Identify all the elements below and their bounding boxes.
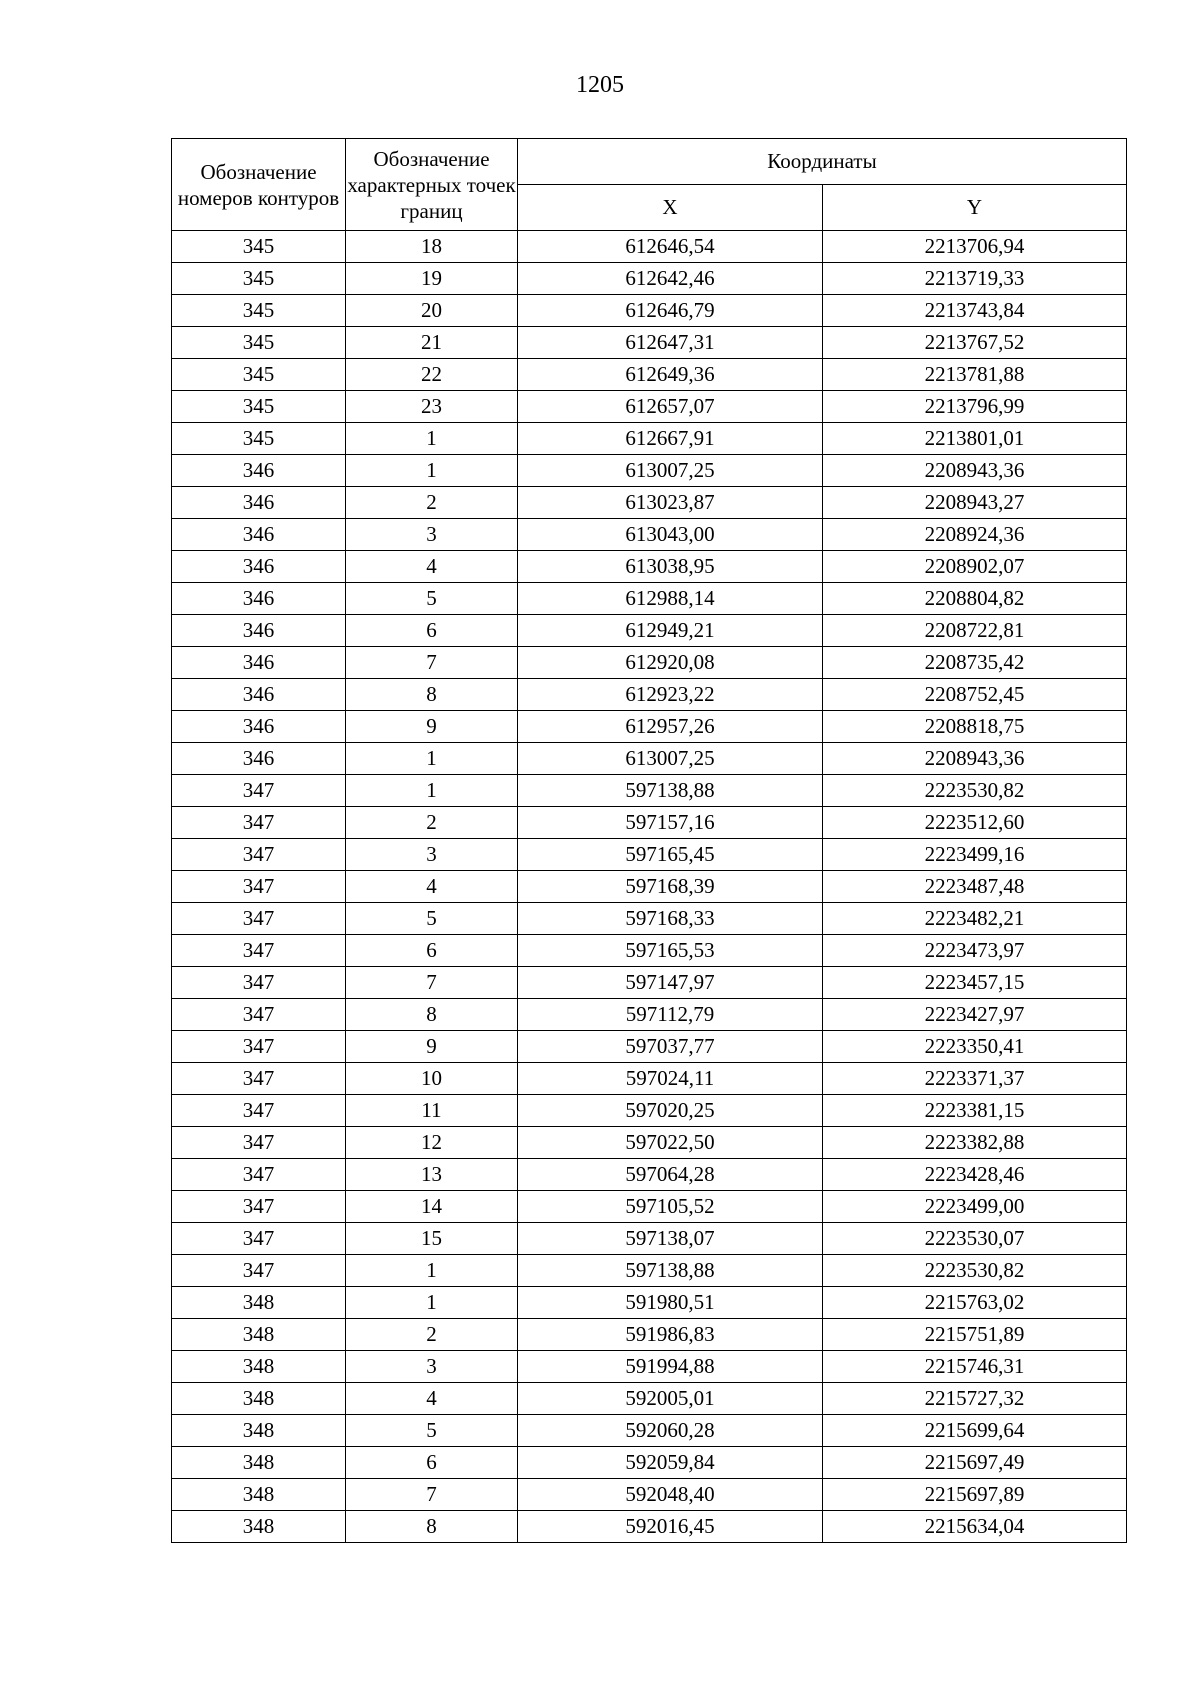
cell-x: 613023,87 [518,487,823,519]
cell-x: 612667,91 [518,423,823,455]
cell-y: 2215697,49 [823,1447,1127,1479]
cell-y: 2213801,01 [823,423,1127,455]
cell-point: 5 [346,583,518,615]
cell-contour: 345 [172,295,346,327]
cell-x: 597112,79 [518,999,823,1031]
cell-x: 613007,25 [518,455,823,487]
cell-contour: 347 [172,935,346,967]
cell-contour: 347 [172,967,346,999]
cell-point: 18 [346,231,518,263]
cell-contour: 348 [172,1351,346,1383]
cell-contour: 346 [172,551,346,583]
cell-contour: 348 [172,1415,346,1447]
table-row [172,1383,1127,1415]
cell-point: 2 [346,487,518,519]
coordinates-table [171,138,1127,1543]
cell-x: 597022,50 [518,1127,823,1159]
cell-contour: 347 [172,1255,346,1287]
table-row [172,679,1127,711]
cell-point: 9 [346,1031,518,1063]
cell-x: 597105,52 [518,1191,823,1223]
cell-point: 2 [346,1319,518,1351]
table-row [172,1095,1127,1127]
cell-point: 1 [346,743,518,775]
cell-point: 4 [346,1383,518,1415]
cell-y: 2223487,48 [823,871,1127,903]
header-y: Y [823,185,1127,231]
cell-x: 612657,07 [518,391,823,423]
cell-point: 22 [346,359,518,391]
cell-y: 2223382,88 [823,1127,1127,1159]
table-row [172,871,1127,903]
cell-point: 19 [346,263,518,295]
cell-point: 4 [346,871,518,903]
cell-point: 2 [346,807,518,839]
cell-x: 597138,07 [518,1223,823,1255]
header-coordinates: Координаты [518,139,1127,185]
cell-y: 2213706,94 [823,231,1127,263]
cell-x: 612949,21 [518,615,823,647]
cell-y: 2223381,15 [823,1095,1127,1127]
table-header [172,139,1127,231]
cell-contour: 347 [172,1095,346,1127]
cell-x: 597168,39 [518,871,823,903]
cell-y: 2208924,36 [823,519,1127,551]
table-row [172,391,1127,423]
cell-point: 8 [346,999,518,1031]
page-number: 1205 [576,72,624,98]
cell-point: 9 [346,711,518,743]
cell-contour: 347 [172,775,346,807]
cell-contour: 347 [172,1159,346,1191]
table-row [172,1319,1127,1351]
cell-x: 591994,88 [518,1351,823,1383]
table-row [172,1063,1127,1095]
cell-y: 2215699,64 [823,1415,1127,1447]
cell-x: 612957,26 [518,711,823,743]
table-row [172,487,1127,519]
table-row [172,1127,1127,1159]
cell-point: 7 [346,1479,518,1511]
cell-x: 612988,14 [518,583,823,615]
cell-point: 3 [346,519,518,551]
table-row [172,295,1127,327]
cell-x: 597165,53 [518,935,823,967]
table-row [172,327,1127,359]
cell-point: 8 [346,679,518,711]
cell-contour: 347 [172,807,346,839]
table-row [172,519,1127,551]
cell-y: 2208752,45 [823,679,1127,711]
cell-x: 612647,31 [518,327,823,359]
cell-y: 2213719,33 [823,263,1127,295]
table-row [172,1479,1127,1511]
cell-x: 597138,88 [518,775,823,807]
cell-x: 592059,84 [518,1447,823,1479]
cell-y: 2223499,00 [823,1191,1127,1223]
table-row [172,935,1127,967]
table-body [172,231,1127,1543]
cell-y: 2223457,15 [823,967,1127,999]
cell-contour: 347 [172,999,346,1031]
cell-contour: 348 [172,1287,346,1319]
cell-x: 612920,08 [518,647,823,679]
cell-point: 7 [346,967,518,999]
table-row [172,999,1127,1031]
table-row [172,1031,1127,1063]
cell-x: 597157,16 [518,807,823,839]
cell-point: 1 [346,455,518,487]
table-row [172,231,1127,263]
cell-point: 5 [346,903,518,935]
table-row [172,1255,1127,1287]
cell-point: 13 [346,1159,518,1191]
cell-contour: 348 [172,1511,346,1543]
cell-y: 2223530,07 [823,1223,1127,1255]
cell-contour: 347 [172,1031,346,1063]
table-row [172,583,1127,615]
cell-contour: 347 [172,871,346,903]
cell-point: 5 [346,1415,518,1447]
table-row [172,455,1127,487]
cell-point: 6 [346,615,518,647]
cell-x: 592005,01 [518,1383,823,1415]
cell-x: 612646,54 [518,231,823,263]
cell-contour: 347 [172,1127,346,1159]
table-row [172,1159,1127,1191]
cell-contour: 345 [172,263,346,295]
table-row [172,711,1127,743]
cell-x: 597165,45 [518,839,823,871]
header-x: X [518,185,823,231]
cell-contour: 345 [172,231,346,263]
cell-contour: 346 [172,647,346,679]
cell-y: 2223428,46 [823,1159,1127,1191]
cell-y: 2223427,97 [823,999,1127,1031]
cell-x: 591980,51 [518,1287,823,1319]
cell-y: 2223512,60 [823,807,1127,839]
cell-contour: 348 [172,1447,346,1479]
cell-x: 613038,95 [518,551,823,583]
cell-x: 597064,28 [518,1159,823,1191]
table-row [172,1351,1127,1383]
cell-contour: 347 [172,839,346,871]
cell-x: 597147,97 [518,967,823,999]
cell-point: 4 [346,551,518,583]
cell-point: 8 [346,1511,518,1543]
table-row [172,1287,1127,1319]
cell-y: 2215763,02 [823,1287,1127,1319]
cell-contour: 346 [172,743,346,775]
table-row [172,1191,1127,1223]
cell-x: 612649,36 [518,359,823,391]
cell-y: 2223350,41 [823,1031,1127,1063]
cell-contour: 346 [172,679,346,711]
cell-contour: 347 [172,1223,346,1255]
cell-x: 597037,77 [518,1031,823,1063]
cell-point: 1 [346,1255,518,1287]
cell-contour: 347 [172,903,346,935]
cell-y: 2208902,07 [823,551,1127,583]
cell-x: 613043,00 [518,519,823,551]
cell-point: 15 [346,1223,518,1255]
table-row [172,615,1127,647]
cell-contour: 348 [172,1383,346,1415]
cell-x: 592048,40 [518,1479,823,1511]
cell-point: 12 [346,1127,518,1159]
cell-point: 1 [346,423,518,455]
cell-y: 2215746,31 [823,1351,1127,1383]
cell-point: 1 [346,775,518,807]
cell-x: 597168,33 [518,903,823,935]
cell-x: 612646,79 [518,295,823,327]
cell-point: 1 [346,1287,518,1319]
cell-point: 3 [346,1351,518,1383]
cell-x: 592016,45 [518,1511,823,1543]
cell-y: 2215751,89 [823,1319,1127,1351]
cell-y: 2223499,16 [823,839,1127,871]
cell-y: 2223530,82 [823,775,1127,807]
cell-contour: 345 [172,391,346,423]
cell-y: 2213767,52 [823,327,1127,359]
table-row [172,551,1127,583]
table-row [172,263,1127,295]
cell-y: 2223530,82 [823,1255,1127,1287]
table-row [172,807,1127,839]
cell-x: 612923,22 [518,679,823,711]
cell-point: 21 [346,327,518,359]
cell-contour: 348 [172,1479,346,1511]
cell-contour: 346 [172,583,346,615]
table-row [172,647,1127,679]
table-row [172,1223,1127,1255]
cell-contour: 346 [172,615,346,647]
cell-point: 23 [346,391,518,423]
table-row [172,839,1127,871]
cell-y: 2213781,88 [823,359,1127,391]
cell-point: 20 [346,295,518,327]
cell-y: 2213743,84 [823,295,1127,327]
cell-y: 2223371,37 [823,1063,1127,1095]
table-row [172,1511,1127,1543]
cell-y: 2208943,36 [823,455,1127,487]
cell-point: 10 [346,1063,518,1095]
cell-x: 613007,25 [518,743,823,775]
cell-x: 597138,88 [518,1255,823,1287]
table-row [172,1447,1127,1479]
cell-y: 2208735,42 [823,647,1127,679]
cell-x: 612642,46 [518,263,823,295]
header-point-number: Обозначение характерных точек границ [346,139,518,231]
cell-contour: 345 [172,327,346,359]
cell-y: 2223473,97 [823,935,1127,967]
table-row [172,1415,1127,1447]
cell-point: 7 [346,647,518,679]
cell-contour: 346 [172,711,346,743]
cell-contour: 346 [172,455,346,487]
cell-y: 2208722,81 [823,615,1127,647]
cell-y: 2208943,36 [823,743,1127,775]
cell-y: 2215727,32 [823,1383,1127,1415]
cell-y: 2213796,99 [823,391,1127,423]
table-row [172,743,1127,775]
cell-contour: 348 [172,1319,346,1351]
header-contour-number: Обозначение номеров контуров [172,139,346,231]
cell-y: 2208943,27 [823,487,1127,519]
cell-contour: 345 [172,359,346,391]
cell-contour: 346 [172,487,346,519]
cell-x: 592060,28 [518,1415,823,1447]
cell-point: 3 [346,839,518,871]
cell-x: 597020,25 [518,1095,823,1127]
cell-point: 11 [346,1095,518,1127]
cell-contour: 345 [172,423,346,455]
cell-y: 2208804,82 [823,583,1127,615]
cell-point: 14 [346,1191,518,1223]
cell-y: 2215697,89 [823,1479,1127,1511]
table-row [172,967,1127,999]
cell-contour: 346 [172,519,346,551]
table-row [172,423,1127,455]
cell-point: 6 [346,935,518,967]
table-row [172,775,1127,807]
table-row [172,359,1127,391]
cell-contour: 347 [172,1191,346,1223]
cell-x: 591986,83 [518,1319,823,1351]
table-row [172,903,1127,935]
cell-y: 2208818,75 [823,711,1127,743]
cell-y: 2223482,21 [823,903,1127,935]
cell-x: 597024,11 [518,1063,823,1095]
cell-contour: 347 [172,1063,346,1095]
cell-point: 6 [346,1447,518,1479]
cell-y: 2215634,04 [823,1511,1127,1543]
